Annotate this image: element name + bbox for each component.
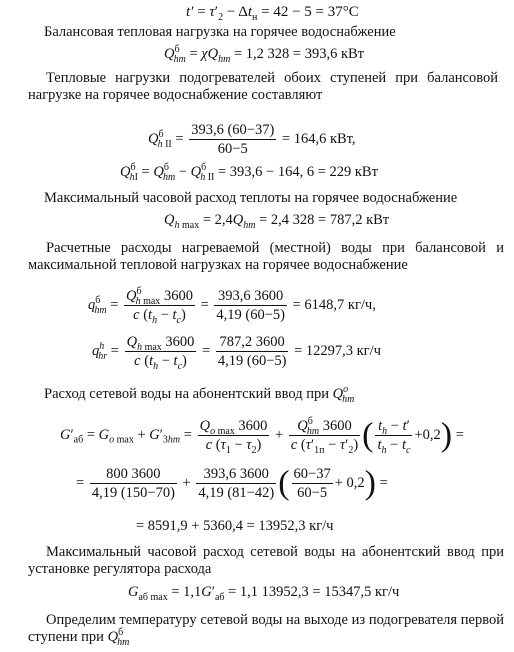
paragraph-network-water: Расход сетевой воды на абонентский ввод при $Q^o_{hm}$ (44, 384, 355, 405)
equation-network-flow-numbers: = $\frac{800 3600}{4,19 (150-70)}$ + $\frac{393,6 3600}{4,19 (81-42)}$ ( $\frac{60-37}{60-5}$ + 0,2) = (76, 464, 388, 502)
fraction: $\frac{Q^б_{hm} 3600}{c (\tau'_{1п} - \tau'_2)}$ (290, 416, 359, 456)
fraction: $\frac{Q_{h max} 3600}{c (t_h - t_c)}$ (126, 334, 195, 372)
equation-network-flow: $G'_{аб} = G_{o max} + G'_{3hm}$ = $\frac{Q_{o max} 3600}{c (\tau_1 - \tau_2)}$ + $\frac{Q^б_{hm} 3600}{c (\tau'_{1п} - \tau'_2)}$ ( $\frac{t_h - t'}{t_h - t_c}$ +0,2) = (60, 416, 464, 456)
equation-heated-water-balance: $q^б_{hm}$ = $\frac{Q^б_{h max} 3600}{c (t_h - t_c)}$ = $\frac{393,6 3600}{4,19 (60-5)}$ = 6148,7 кг/ч, (88, 286, 376, 326)
paragraph-max-network-flow: Максимальный часовой расход сетевой воды на абонентский ввод при установке регулятора расхода (28, 544, 504, 577)
fraction: $\frac{Q_{o max} 3600}{c (\tau_1 - \tau_2)}$ (199, 418, 268, 456)
paragraph-balance-load: Балансовая тепловая нагрузка на горячее водоснабжение (44, 24, 396, 40)
fraction: $\frac{393,6 3600}{4,19 (81-42)}$ (198, 466, 275, 501)
equation-outlet-temperature: $t' = \tau'_2 - \Delta t_н = 42 - 5 = 37^\circ С$ (186, 4, 359, 23)
equation-first-stage-load: $Q^б_{hI} = Q^б_{hm} - Q^б_{h II} = 393,6 - 164$, 6 = 229 кВт (120, 162, 378, 183)
equation-max-heat: $Q_{h max} = 2,4Q_{hm} = 2,4$ 328 = 787,2 кВт (164, 212, 390, 231)
fraction: $\frac{t_h - t'}{t_h - t_c}$ (377, 418, 411, 456)
equation-balance-load: $Q^б_{hm} = \chi Q_{hm} = 1,2$ 328 = 393,6 кВт (164, 44, 365, 65)
equation-heated-water-max: $q^h_{hr}$ = $\frac{Q_{h max} 3600}{c (t_h - t_c)}$ = $\frac{787,2 3600}{4,19 (60-5)}$ = 12297,3 кг/ч (92, 334, 381, 372)
paragraph-max-heat: Максимальный часовой расход теплоты на горячее водоснабжение (44, 190, 458, 206)
equation-second-stage-load: $Q^б_{h II}$ = $\frac{393,6 (60-37)}{60-5}$ = 164,6 кВт, (148, 122, 356, 157)
paragraph-design-flows: Расчетные расходы нагреваемой (местной) воды при балансовой и максимальной тепловой нагрузках на горячее водоснабжение (28, 240, 504, 273)
equation-max-network-flow: $G_{аб max} = 1,1G'_{аб} = 1,1$ 13952,3 = 15347,5 кг/ч (128, 584, 400, 603)
fraction: $\frac{393,6 3600}{4,19 (60-5)}$ (216, 288, 285, 323)
fraction: $\frac{60-37}{60-5}$ (293, 466, 331, 501)
paragraph-outlet-temperature: Определим температуру сетевой воды на выходе из подогревателя первой ступени при $Q^б_{hm}$ (28, 612, 504, 648)
fraction: $\frac{393,6 (60-37)}{60-5}$ (191, 122, 275, 157)
eq-value: = 1,2 328 = 393,6 кВт (233, 46, 365, 62)
paragraph-heater-loads: Тепловые нагрузки подогревателей обоих ступеней при балансовой нагрузке на горячее водоснабжение составляют (28, 70, 498, 103)
eq-value: = 42 − 5 = 37°С (261, 4, 359, 20)
fraction: $\frac{800 3600}{4,19 (150-70)}$ (91, 466, 175, 501)
equation-network-flow-result: = 8591,9 + 5360,4 = 13952,3 кг/ч (136, 518, 334, 534)
fraction: $\frac{787,2 3600}{4,19 (60-5)}$ (217, 334, 287, 369)
fraction: $\frac{Q^б_{h max} 3600}{c (t_h - t_c)}$ (126, 286, 193, 326)
